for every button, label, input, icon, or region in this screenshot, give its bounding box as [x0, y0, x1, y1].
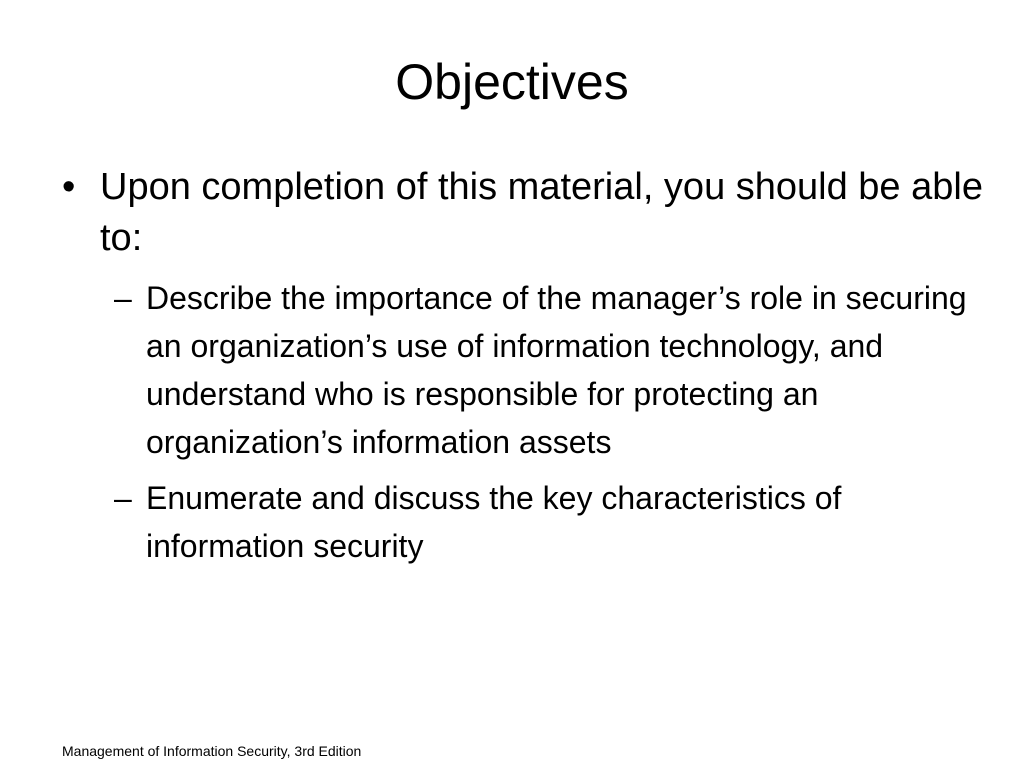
bullet-text: Upon completion of this material, you should be able to:	[100, 166, 983, 259]
slide-body	[62, 162, 992, 578]
slide-title: Objectives	[395, 54, 629, 110]
sub-bullet-text: Enumerate and discuss the key characteristics of information security	[146, 480, 842, 564]
sub-bullet-list	[114, 274, 992, 570]
bullet-marker: •	[62, 166, 76, 208]
slide-footer: Management of Information Security, 3rd Edition	[62, 743, 362, 759]
bullet-item	[62, 162, 992, 264]
dash-marker: –	[114, 480, 132, 516]
sub-bullet-item	[114, 474, 986, 570]
sub-bullet-item	[114, 274, 986, 466]
dash-marker: –	[114, 280, 132, 316]
sub-bullet-text: Describe the importance of the manager’s role in securing an organization’s use of information technology, and understand who is responsible for protecting an organization’s information assets	[146, 280, 967, 460]
